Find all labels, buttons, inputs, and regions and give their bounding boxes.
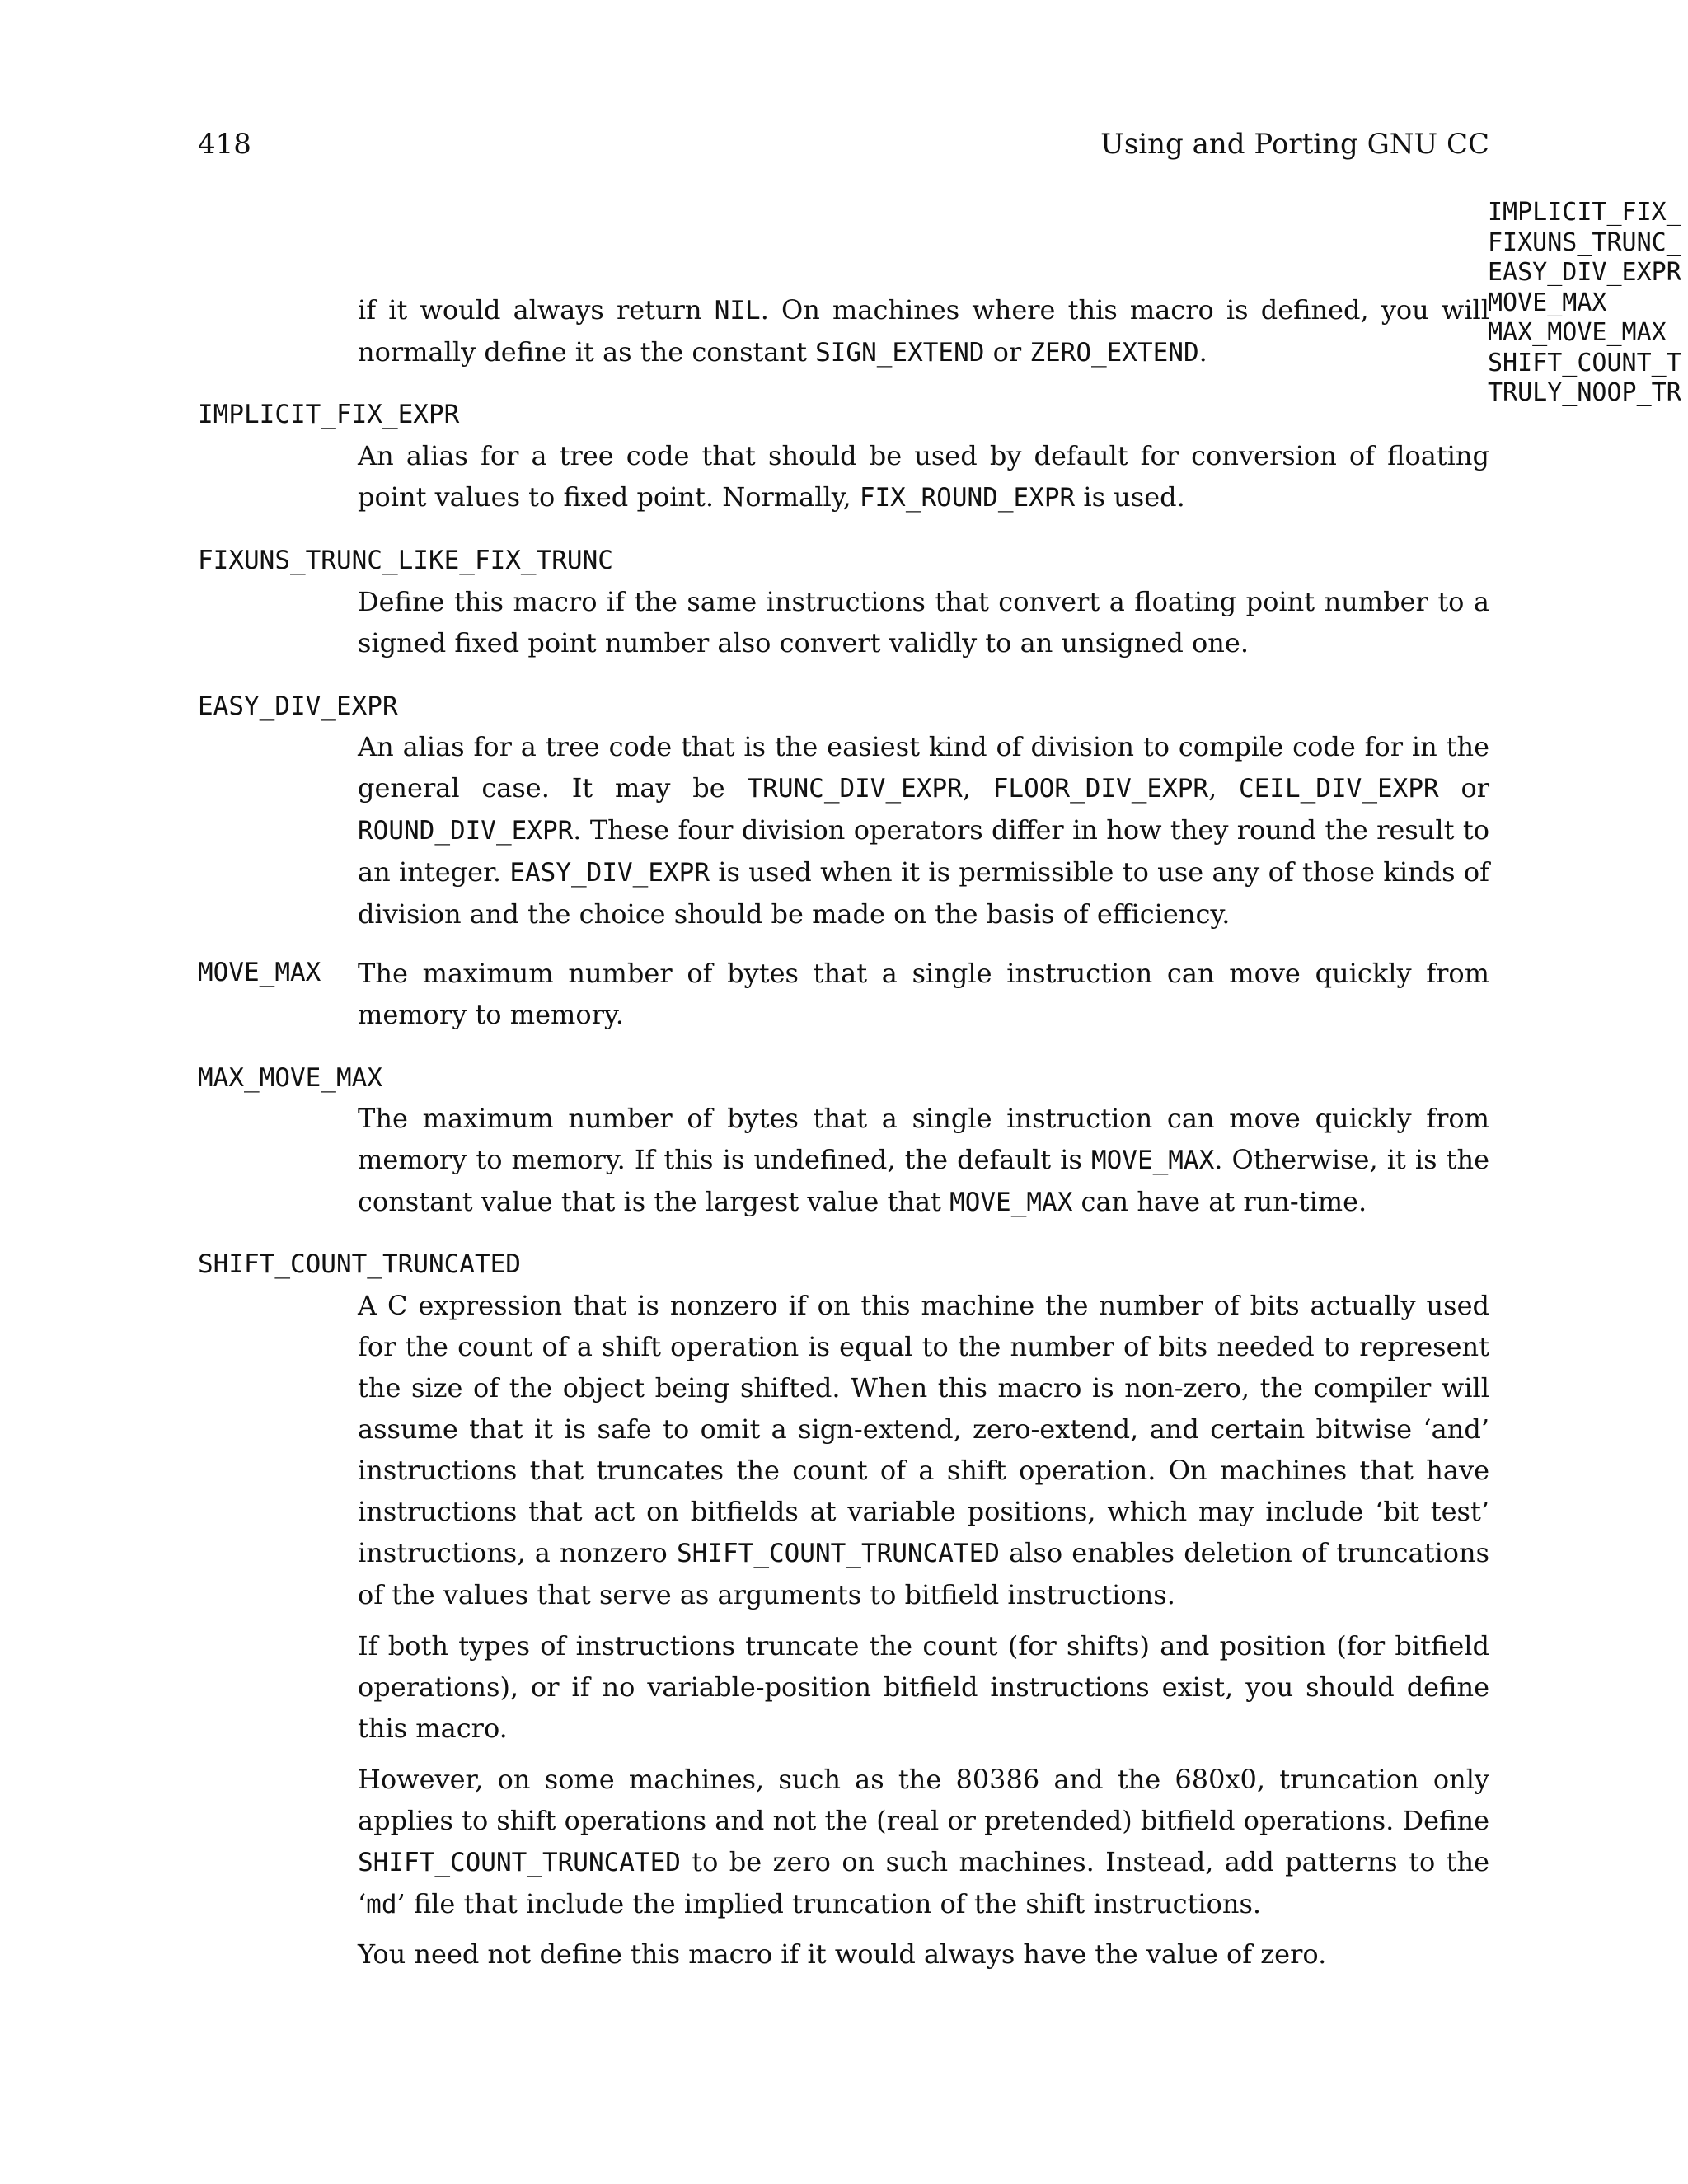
term-easy-div-expr: EASY_DIV_EXPR	[198, 691, 398, 721]
text-run: is used.	[1075, 481, 1185, 513]
term-fixuns-trunc: FIXUNS_TRUNC_LIKE_FIX_TRUNC	[198, 546, 613, 575]
code-literal: SHIFT_COUNT_TRUNCATED	[677, 1539, 1000, 1568]
term-shift-count-truncated: SHIFT_COUNT_TRUNCATED	[198, 1249, 521, 1279]
description-shift-count-truncated-3	[358, 1759, 1489, 1925]
code-literal: NIL	[714, 296, 761, 326]
code-literal: CEIL_DIV_EXPR	[1239, 774, 1439, 804]
code-literal: MOVE_MAX	[1090, 1146, 1215, 1175]
text-run: ,	[1208, 772, 1240, 804]
code-literal: md	[366, 1890, 397, 1919]
text-run: . On machines where this macro is defined, you will normally define it as the constant	[358, 294, 1490, 368]
margin-index-item: TRULY_NOOP_TR	[1488, 378, 1681, 407]
text-run: However, on some machines, such as the 80386 and the 680x0, truncation only applies to shift operations and not the (real or pretended) bitfield operations. Define	[358, 1764, 1489, 1836]
text-run: ’ file that include the implied truncation of the shift instructions.	[396, 1888, 1262, 1919]
margin-index-item: SHIFT_COUNT_T	[1488, 348, 1681, 377]
code-literal: ZERO_EXTEND	[1029, 338, 1199, 368]
margin-index	[1488, 198, 1688, 409]
text-run: .	[1198, 336, 1207, 368]
text-run: The maximum number of bytes that a single instruction can move quickly from memory to memory. If this is undefined, the default is	[358, 1103, 1489, 1175]
text-run: or	[984, 336, 1030, 368]
margin-index-item: IMPLICIT_FIX_	[1488, 198, 1681, 227]
description-shift-count-truncated-4: You need not define this macro if it would always have the value of zero.	[358, 1938, 1327, 1970]
text-run: A C expression that is nonzero if on this machine the number of bits actually used for the count of a shift operation is equal to the number of bits needed to represent the size of the object being shifted. When this macro is non-zero, the compiler will assume that it is safe to omit a sign-extend, zero-extend, and certain bitwise ‘and’ instructions that truncates the count of a shift operation. On machines that have instructions that act on bitfields at variable positions, which may include ‘bit test’ instructions, a nonzero	[358, 1290, 1489, 1568]
text-run: is used when it is permissible to use any of those kinds of division and the choice should be made on the basis of efficiency.	[358, 856, 1490, 930]
description-shift-count-truncated-2: If both types of instructions truncate the count (for shifts) and position (for bitfield operations), or if no variable-position bitfield instructions exist, you should define this macro.	[358, 1630, 1489, 1744]
code-literal: ROUND_DIV_EXPR	[358, 816, 574, 846]
text-run: The maximum number of bytes that a single instruction can move quickly from memory to memory.	[358, 958, 1489, 1030]
text-run: to be zero on such machines. Instead, add patterns to the ‘	[358, 1846, 1489, 1919]
text-run: can have at run-time.	[1072, 1186, 1367, 1217]
description-shift-count-truncated-1	[358, 1285, 1489, 1615]
description-fixuns-trunc	[358, 581, 1489, 663]
text-run: or	[1438, 772, 1490, 804]
text-run: An alias for a tree code that should be used by default for conversion of floating point values to fixed point. Normally,	[358, 440, 1489, 513]
text-run: . These four division operators differ in how they round the result to an integer.	[358, 814, 1489, 888]
code-literal: EASY_DIV_EXPR	[509, 858, 710, 888]
code-literal: SIGN_EXTEND	[815, 338, 985, 368]
code-literal: FIX_ROUND_EXPR	[859, 483, 1076, 513]
margin-index-item: FIXUNS_TRUNC_	[1488, 227, 1681, 257]
page-number: 418	[198, 128, 251, 161]
text-run: ,	[962, 772, 993, 804]
text-run: . Otherwise, it is the constant value that is the largest value that	[358, 1144, 1490, 1217]
code-literal: TRUNC_DIV_EXPR	[747, 774, 963, 804]
code-literal: SHIFT_COUNT_TRUNCATED	[358, 1848, 681, 1877]
text-run: An alias for a tree code that is the easiest kind of division to compile code for in the general case. It may be	[358, 731, 1489, 804]
text-run: Define this macro if the same instructions that convert a floating point number to a signed fixed point number also convert validly to an unsigned one.	[358, 586, 1489, 658]
text-run: also enables deletion of truncations of the values that serve as arguments to bitfield instructions.	[358, 1537, 1490, 1610]
description-easy-div-expr	[358, 726, 1489, 935]
running-head: Using and Porting GNU CC	[1100, 128, 1489, 161]
description-move-max	[358, 953, 1489, 1035]
code-literal: FLOOR_DIV_EXPR	[992, 774, 1209, 804]
text-run: if it would always return	[358, 294, 715, 326]
term-move-max: MOVE_MAX	[198, 958, 321, 987]
margin-index-item: MAX_MOVE_MAX	[1488, 318, 1667, 347]
term-max-move-max: MAX_MOVE_MAX	[198, 1063, 382, 1093]
margin-index-item: MOVE_MAX	[1488, 288, 1607, 317]
margin-index-item: EASY_DIV_EXPR	[1488, 258, 1681, 287]
intro-paragraph	[358, 289, 1489, 373]
code-literal: MOVE_MAX	[950, 1188, 1073, 1217]
term-implicit-fix-expr: IMPLICIT_FIX_EXPR	[198, 400, 460, 429]
description-implicit-fix-expr	[358, 435, 1489, 518]
description-max-move-max	[358, 1098, 1489, 1223]
